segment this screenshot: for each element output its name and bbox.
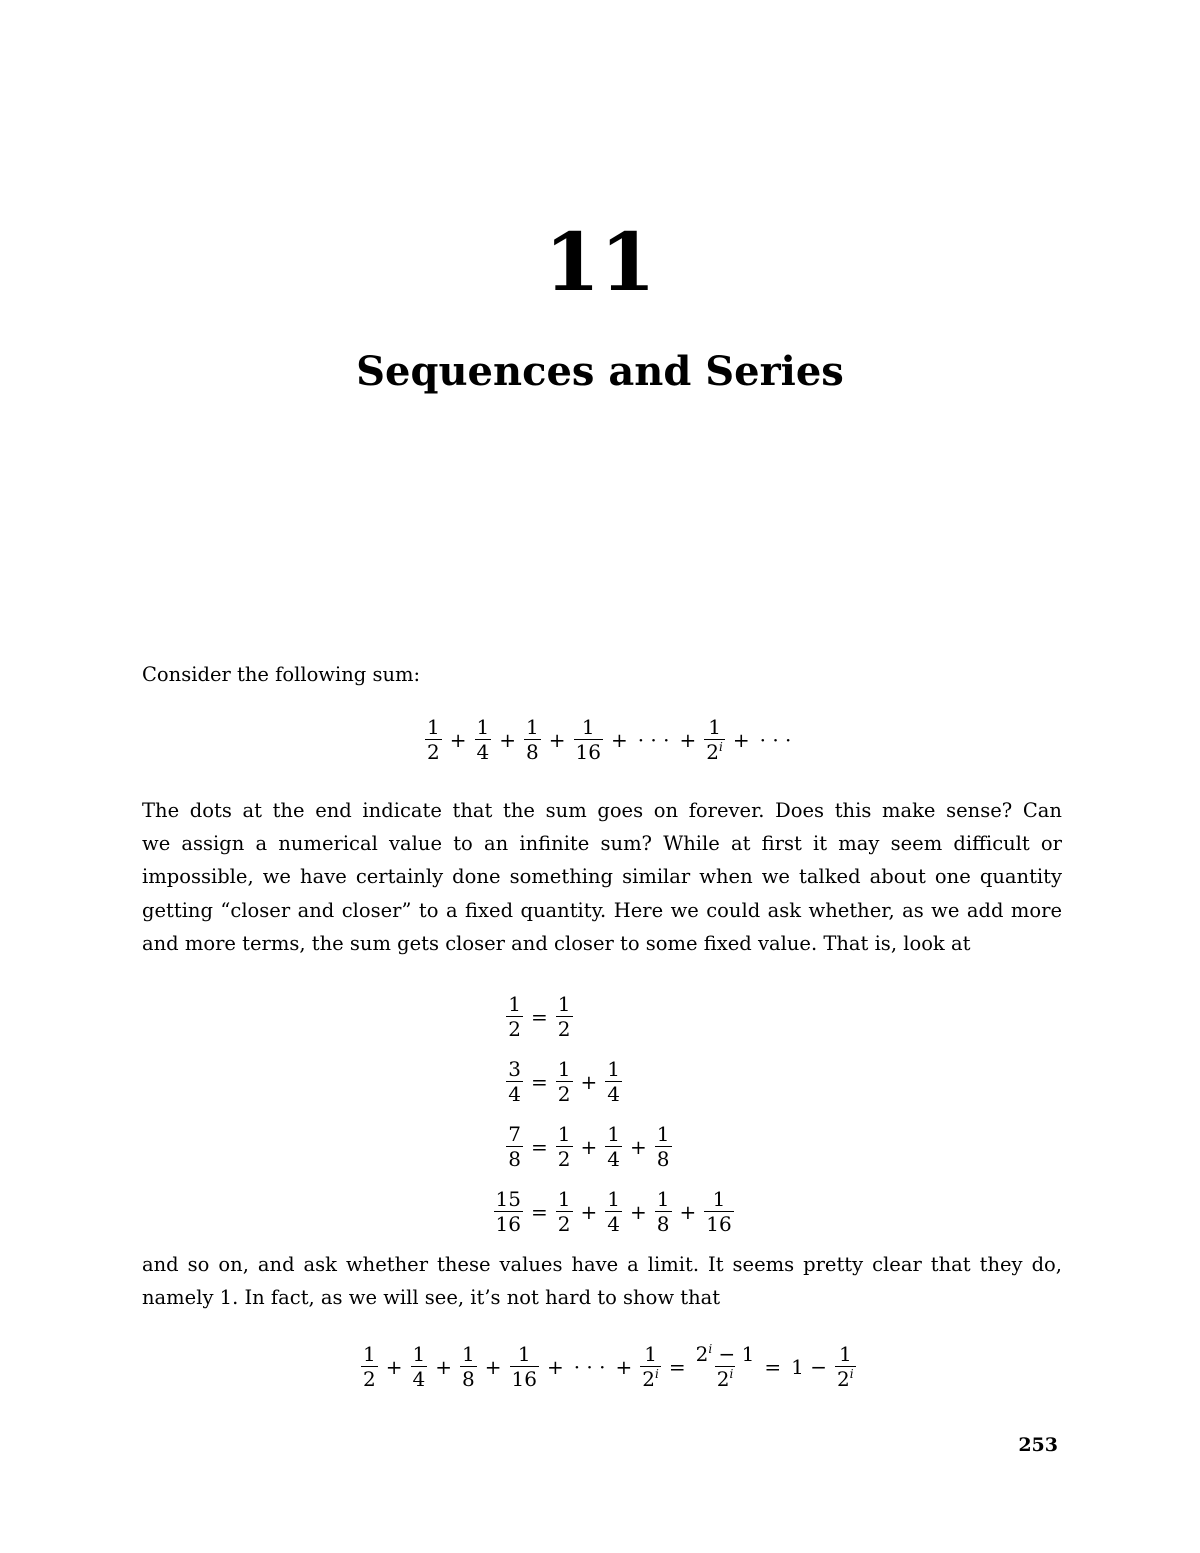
page-number: 253 xyxy=(1018,1434,1058,1456)
equation-row: $\frac{15}{16}$ = $\frac{1}{2}$ + $\frac{1}{4}$ + $\frac{1}{8}$ + $\frac{1}{16}$ xyxy=(495,1187,732,1236)
equation-row: $\frac{7}{8}$ = $\frac{1}{2}$ + $\frac{1}{4}$ + $\frac{1}{8}$ xyxy=(508,1122,670,1171)
general-term-fraction: $\frac{1}{2^i}$ xyxy=(706,715,723,764)
text-line: and so on, and ask whether these values have a limit. It seems pretty clear that they do, xyxy=(142,1253,1062,1276)
intro-line: Consider the following sum: xyxy=(142,663,421,686)
chapter-number: 11 xyxy=(544,215,656,309)
fraction: $\frac{1}{2}$ xyxy=(427,715,440,764)
partial-sums-equations xyxy=(478,984,737,1244)
closed-form-sum: $\frac{1}{2}$ + $\frac{1}{4}$ + $\frac{1}{8}$ + $\frac{1}{16}$ + · · · + $\frac{1}{2^i}$ = $\frac{2^i - 1}{2^i}$ = 1 − $\frac{1}{2^i}$ xyxy=(363,1342,854,1391)
text-line: impossible, we have certainly done something similar when we talked about one quantity xyxy=(142,865,1062,889)
closed-form-fraction: $\frac{2^i - 1}{2^i}$ xyxy=(695,1342,755,1391)
ellipsis: · · · xyxy=(637,727,670,752)
text-line: and more terms, the sum gets closer and closer to some fixed value. That is, look at xyxy=(142,931,971,955)
fraction: $\frac{1}{8}$ xyxy=(526,715,539,764)
paragraph-1 xyxy=(142,794,1062,960)
chapter-title: Sequences and Series xyxy=(356,348,844,395)
sum-expression: $\frac{1}{2}$ + $\frac{1}{4}$ + $\frac{1}{8}$ + $\frac{1}{16}$ + · · · + $\frac{1}{2^i}$ + · · · xyxy=(422,715,796,764)
paragraph-2 xyxy=(142,1248,1062,1314)
equation-row: $\frac{3}{4}$ = $\frac{1}{2}$ + $\frac{1}{4}$ xyxy=(508,1057,620,1106)
text-line: The dots at the end indicate that the sum goes on forever. Does this make sense? Can xyxy=(142,799,1062,822)
text-line: getting “closer and closer” to a fixed quantity. Here we could ask whether, as we add more xyxy=(142,898,1062,922)
equation-row: $\frac{1}{2}$ = $\frac{1}{2}$ xyxy=(508,992,571,1041)
fraction: $\frac{1}{4}$ xyxy=(476,715,490,764)
text-line: namely 1. In fact, as we will see, it’s not hard to show that xyxy=(142,1286,721,1310)
intro-text xyxy=(142,658,1062,691)
ellipsis: · · · xyxy=(759,727,792,752)
text-line: we assign a numerical value to an infinite sum? While at first it may seem difficult or xyxy=(142,832,1062,856)
fraction: $\frac{1}{16}$ xyxy=(575,715,601,764)
